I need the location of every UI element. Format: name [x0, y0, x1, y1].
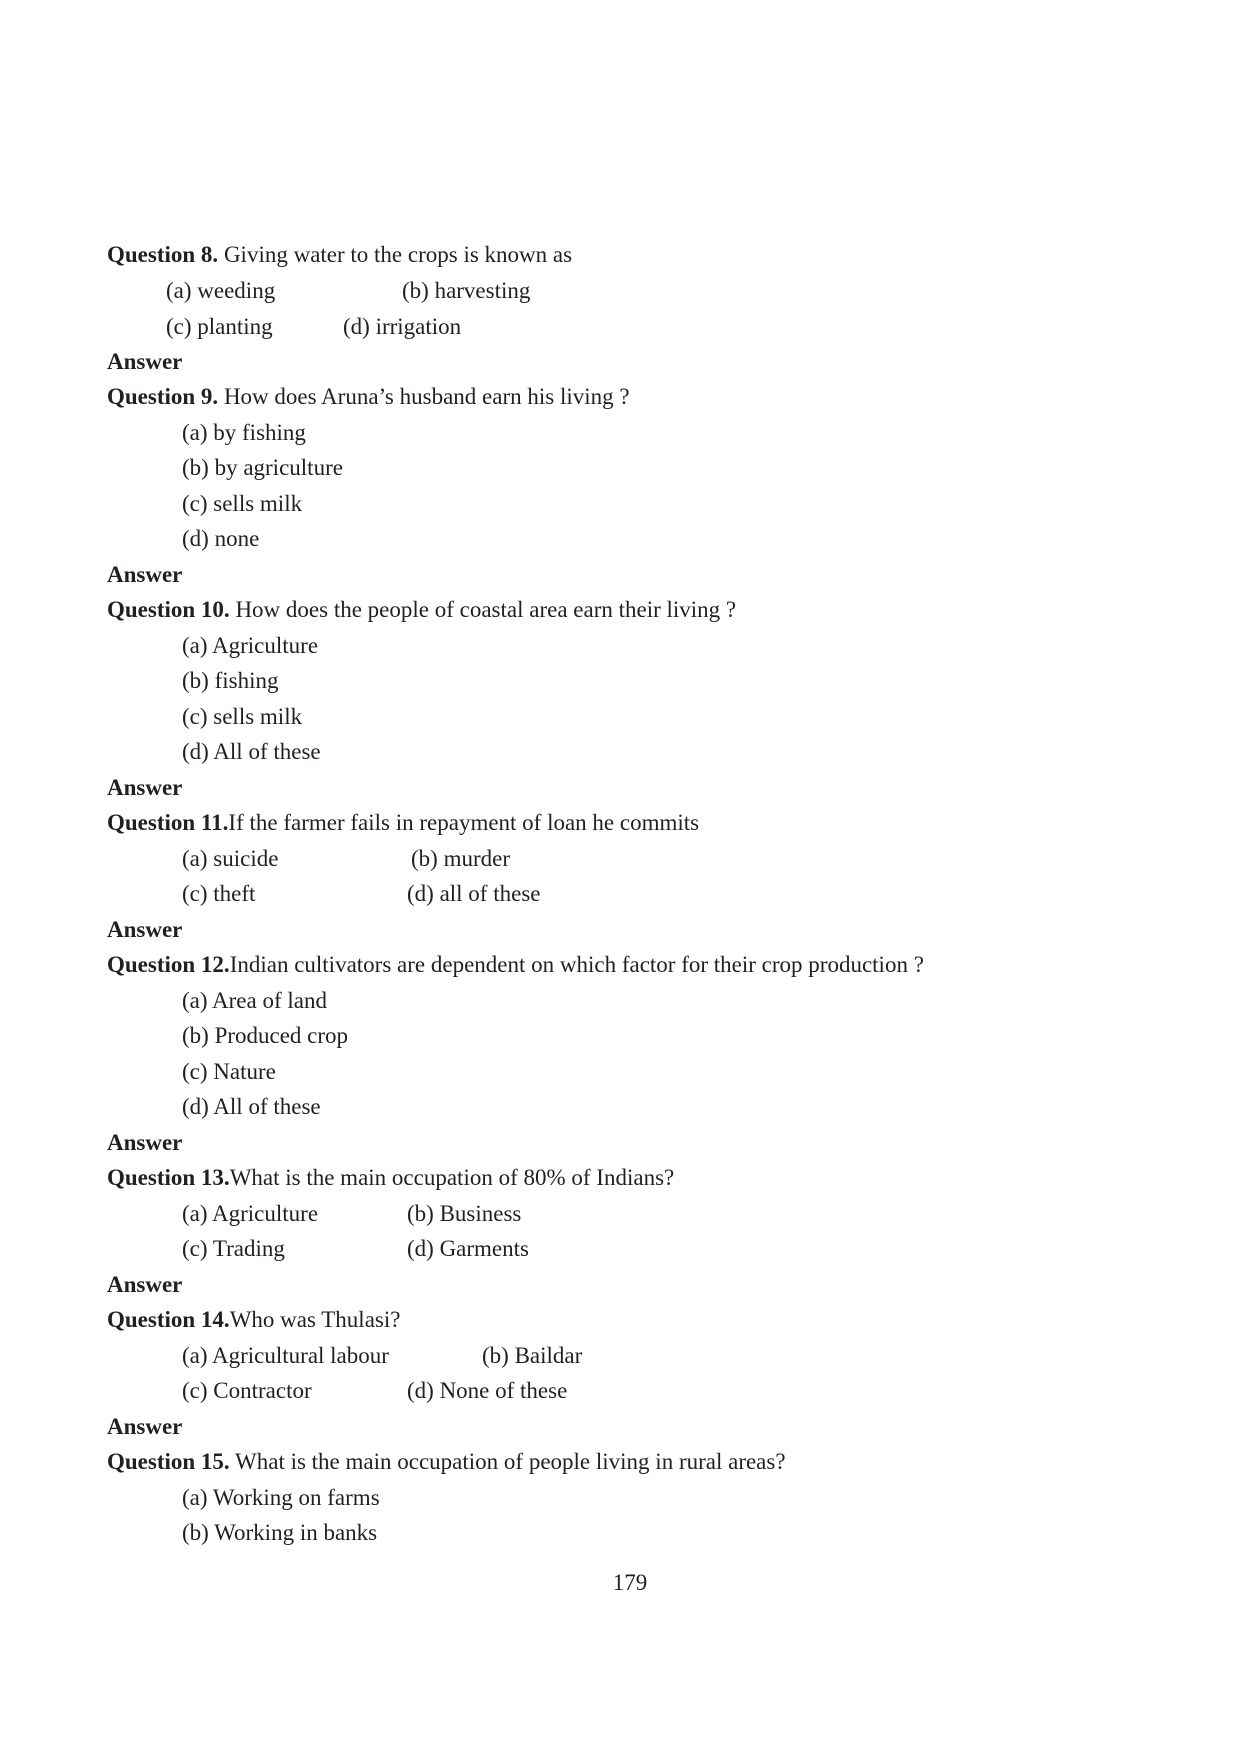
option-b: (b) Business — [407, 1201, 522, 1226]
question-11 — [107, 811, 699, 834]
option-d: (d) All of these — [182, 739, 321, 764]
question-13 — [107, 1166, 674, 1189]
question-number: Question 9. — [107, 384, 219, 409]
option-d: (d) all of these — [407, 881, 541, 906]
question-text: If the farmer fails in repayment of loan he commits — [228, 810, 700, 835]
option-a: (a) Agriculture — [182, 1201, 319, 1226]
question-text: How does Aruna’s husband earn his living ? — [218, 384, 630, 409]
option-c: (c) planting — [166, 314, 273, 339]
question-12 — [107, 953, 924, 976]
option-b: (b) murder — [411, 846, 510, 871]
option-a: (a) suicide — [182, 846, 279, 871]
option-c: (c) theft — [182, 881, 256, 906]
question-number: Question 13. — [107, 1165, 230, 1190]
option-a: (a) Working on farms — [182, 1485, 380, 1510]
answer-label: Answer — [107, 1272, 183, 1297]
option-a: (a) weeding — [166, 278, 276, 303]
option-d: (d) Garments — [407, 1236, 529, 1261]
answer-label: Answer — [107, 562, 183, 587]
option-c: (c) Contractor — [182, 1378, 312, 1403]
question-number: Question 11. — [107, 810, 229, 835]
answer-label: Answer — [107, 349, 183, 374]
answer-label: Answer — [107, 1414, 183, 1439]
option-b: (b) by agriculture — [182, 455, 343, 480]
option-a: (a) Agriculture — [182, 633, 319, 658]
option-d: (d) irrigation — [343, 314, 462, 339]
page-number: 179 — [612, 1570, 648, 1595]
question-text: What is the main occupation of people living in rural areas? — [229, 1449, 786, 1474]
option-c: (c) Nature — [182, 1059, 276, 1084]
question-9 — [107, 385, 630, 408]
answer-label: Answer — [107, 1130, 183, 1155]
question-number: Question 12. — [107, 952, 230, 977]
question-number: Question 14. — [107, 1307, 230, 1332]
option-c: (c) sells milk — [182, 491, 303, 516]
question-text: What is the main occupation of 80% of Indians? — [229, 1165, 675, 1190]
option-d: (d) All of these — [182, 1094, 321, 1119]
option-a: (a) Area of land — [182, 988, 327, 1013]
question-text: How does the people of coastal area earn their living ? — [229, 597, 737, 622]
question-number: Question 8. — [107, 242, 219, 267]
option-c: (c) Trading — [182, 1236, 285, 1261]
question-number: Question 15. — [107, 1449, 230, 1474]
option-b: (b) Produced crop — [182, 1023, 349, 1048]
question-14 — [107, 1308, 400, 1331]
question-text: Indian cultivators are dependent on which factor for their crop production ? — [229, 952, 924, 977]
question-text: Giving water to the crops is known as — [218, 242, 573, 267]
question-text: Who was Thulasi? — [229, 1307, 401, 1332]
option-c: (c) sells milk — [182, 704, 303, 729]
option-b: (b) Working in banks — [182, 1520, 378, 1545]
option-b: (b) fishing — [182, 668, 279, 693]
question-10 — [107, 598, 736, 621]
question-15 — [107, 1450, 786, 1473]
question-8 — [107, 243, 572, 266]
option-b: (b) Baildar — [482, 1343, 583, 1368]
option-a: (a) by fishing — [182, 420, 306, 445]
option-d: (d) None of these — [407, 1378, 568, 1403]
option-a: (a) Agricultural labour — [182, 1343, 389, 1368]
option-d: (d) none — [182, 526, 260, 551]
answer-label: Answer — [107, 775, 183, 800]
option-b: (b) harvesting — [402, 278, 531, 303]
question-number: Question 10. — [107, 597, 230, 622]
answer-label: Answer — [107, 917, 183, 942]
